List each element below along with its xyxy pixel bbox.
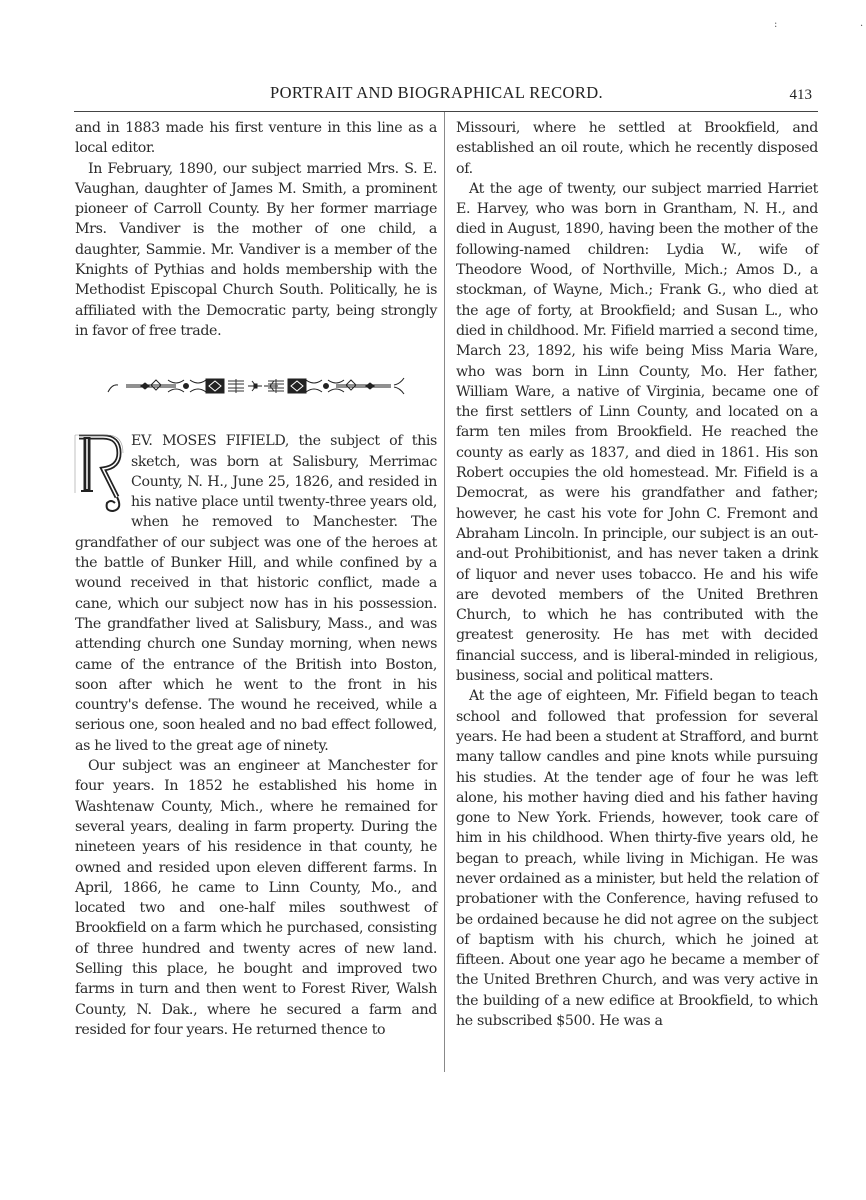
ornament-icon (106, 376, 406, 396)
column-divider (444, 112, 445, 1072)
paragraph: Missouri, where he settled at Brookfield, and established an oil route, which he recently disposed of. (456, 120, 818, 177)
paragraph: At the age of twenty, our subject married Harriet E. Harvey, who was born in Grantham, N. H., and died in August, 1890, having been the mother of the following-named children: Lydia W., wife of Theodore Wood, of Northville, Mich.; Amos D., a stockman, of Wayne, Mich.; Frank G., who died at the age of forty, at Brookfield; and Susan L., who died in childhood. Mr. Fifield married a second time, March 23, 1892, his wife being Miss Maria Ware, who was born in Linn County, Mo. Her father, William Ware, a native of Virginia, became one of the first settlers of Linn County, and located on a farm ten miles from Brookfield. He reached the county as early as 1837, and died in 1861. His son Robert occupies the old homestead. Mr. Fifield is a Democrat, as were his grandfather and father; however, he cast his vote for John C. Fremont and Abraham Lincoln. In principle, our subject is an out-and-out Prohibitionist, and has never taken a drink of liquor and never uses tobacco. He and his wife are devoted members of the United Brethren Church, to which he has contributed with the greatest generosity. He has met with decided financial success, and is liberal-minded in religious, business, social and political matters. (456, 180, 818, 685)
decorative-divider-ornament (75, 341, 437, 431)
header-rule (74, 111, 818, 112)
page-number: 413 (789, 87, 812, 103)
paragraph: and in 1883 made his first venture in this line as a local editor. (75, 120, 437, 157)
page-header (74, 83, 816, 109)
paragraph: At the age of eighteen, Mr. Fifield began to teach school and followed that profession for several years. He had been a student at Strafford, and burnt many tallow candles and pine knots while pursuing his studies. At the tender age of four he was left alone, his mother having died and his father having gone to New York. Friends, however, took care of him in his childhood. When thirty-five years old, he began to preach, while living in Michigan. He was never ordained as a minister, but held the relation of probationer with the Conference, having refused to be ordained because he did not agree on the subject of baptism with his church, which he joined at fifteen. About one year ago he became a member of the United Brethren Church, and was very active in the building of a new edifice at Brookfield, to which he subscribed $500. He was a (456, 688, 818, 1030)
paragraph: Our subject was an engineer at Manchester for four years. In 1852 he established his home in Washtenaw County, Mich., where he remained for several years, dealing in farm property. During the nineteen years of his residence in that county, he owned and resided upon eleven different farms. In April, 1866, he came to Linn County, Mo., and located two and one-half miles southwest of Brookfield on a farm which he purchased, consisting of three hundred and twenty acres of new land. Selling this place, he bought and improved two farms in turn and then went to Forest River, Walsh County, N. Dak., where he secured a farm and resided for four years. He returned thence to (75, 758, 437, 1038)
paragraph: In February, 1890, our subject married Mrs. S. E. Vaughan, daughter of James M. Smith, a prominent pioneer of Carroll County. By her former marriage Mrs. Vandiver is the mother of one child, a daughter, Sammie. Mr. Vandiver is a member of the Knights of Pythias and holds membership with the Methodist Episcopal Church South. Politically, he is affiliated with the Democratic party, being strongly in favor of free trade. (75, 160, 437, 339)
running-title: PORTRAIT AND BIOGRAPHICAL RECORD. (270, 83, 604, 102)
dropcap-r (73, 433, 125, 515)
left-column (75, 118, 437, 1040)
paragraph: EV. MOSES FIFIELD, the subject of this sketch, was born at Salisbury, Merrimac County, N. H., June 25, 1826, and resided in his native place until twenty-three years old, when he removed to Manchester. The grandfather of our subject was one of the heroes at the battle of Bunker Hill, and while confined by a wound received in that historic conflict, made a cane, which our subject now has in his possession. The grandfather lived at Salisbury, Mass., and was attending church one Sunday morning, when news came of the entrance of the British into Boston, soon after which he went to the front in his country's defense. The wound he received, while a serious one, soon healed and no bad effect followed, as he lived to the great age of ninety. (75, 433, 437, 754)
article-start (75, 431, 437, 756)
decorative-initial-icon (73, 433, 125, 515)
right-column (456, 118, 818, 1031)
scan-speck: : (774, 19, 778, 30)
scan-speck: · (860, 21, 864, 32)
